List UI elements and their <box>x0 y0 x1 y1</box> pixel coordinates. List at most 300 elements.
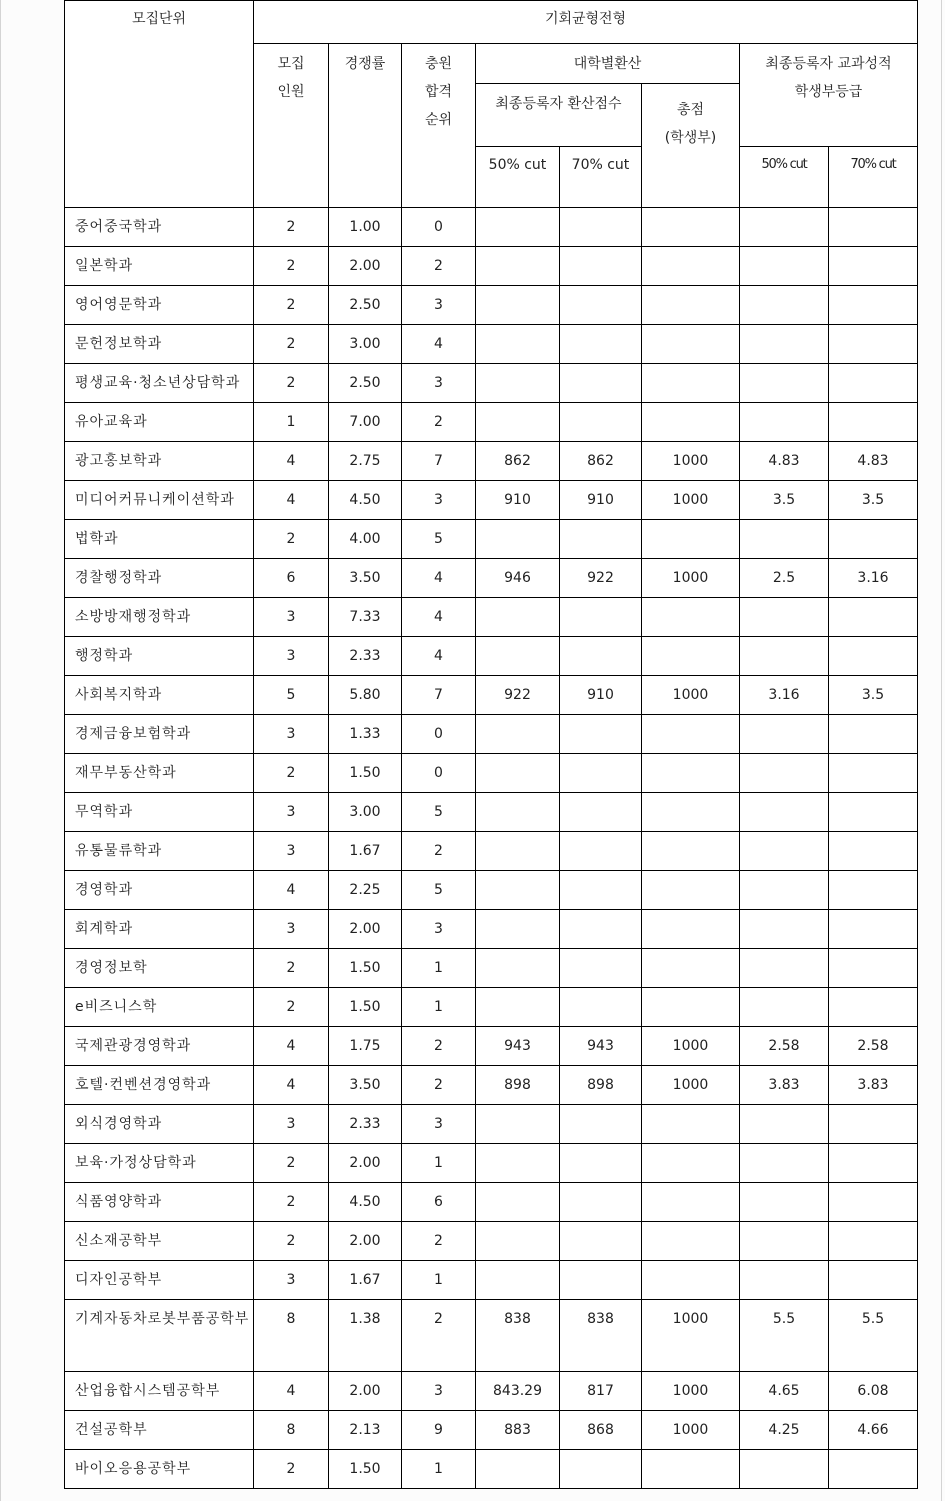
grade-cut50-cell: 3.83 <box>740 1066 829 1105</box>
grade-cut70-cell <box>829 325 918 364</box>
department-name: 재무부동산학과 <box>65 754 254 793</box>
department-name: e비즈니스학 <box>65 988 254 1027</box>
grade-cut70-cell <box>829 637 918 676</box>
grade-cut70-cell: 4.83 <box>829 442 918 481</box>
table-body <box>65 208 918 1489</box>
score-cut50-cell <box>476 1183 560 1222</box>
department-name: 문헌정보학과 <box>65 325 254 364</box>
header-total-line2: (학생부) <box>664 130 717 146</box>
total-score-cell <box>642 247 740 286</box>
waitlist-rank-cell: 1 <box>402 1261 476 1300</box>
competition-rate-cell: 7.00 <box>329 403 402 442</box>
total-score-cell <box>642 793 740 832</box>
score-cut70-cell <box>560 793 642 832</box>
department-name: 외식경영학과 <box>65 1105 254 1144</box>
grade-cut70-cell: 5.5 <box>829 1300 918 1372</box>
quota-cell: 8 <box>254 1411 329 1450</box>
table-row <box>65 286 918 325</box>
competition-rate-cell: 7.33 <box>329 598 402 637</box>
header-grade-cut50 <box>740 147 829 208</box>
quota-cell: 6 <box>254 559 329 598</box>
department-name: 디자인공학부 <box>65 1261 254 1300</box>
grade-cut50-cell: 4.83 <box>740 442 829 481</box>
table-row <box>65 598 918 637</box>
total-score-cell: 1000 <box>642 1372 740 1411</box>
score-cut50-cell: 883 <box>476 1411 560 1450</box>
waitlist-rank-cell: 2 <box>402 1027 476 1066</box>
waitlist-rank-cell: 1 <box>402 1450 476 1489</box>
total-score-cell: 1000 <box>642 676 740 715</box>
table-row <box>65 715 918 754</box>
grade-cut50-cell <box>740 598 829 637</box>
waitlist-rank-cell: 6 <box>402 1183 476 1222</box>
header-track <box>254 1 918 44</box>
total-score-cell <box>642 871 740 910</box>
grade-cut50-cell <box>740 1222 829 1261</box>
grade-cut50-cell <box>740 793 829 832</box>
waitlist-rank-cell: 5 <box>402 871 476 910</box>
total-score-cell: 1000 <box>642 481 740 520</box>
header-grade-cut70-label: 70% cut <box>850 157 896 172</box>
grade-cut70-cell <box>829 364 918 403</box>
quota-cell: 2 <box>254 1450 329 1489</box>
table-row <box>65 637 918 676</box>
score-cut70-cell <box>560 754 642 793</box>
grade-cut50-cell <box>740 1105 829 1144</box>
quota-cell: 2 <box>254 1183 329 1222</box>
score-cut70-cell: 817 <box>560 1372 642 1411</box>
waitlist-rank-cell: 4 <box>402 637 476 676</box>
grade-cut50-cell <box>740 1144 829 1183</box>
score-cut70-cell <box>560 208 642 247</box>
department-name: 식품영양학과 <box>65 1183 254 1222</box>
department-name: 보육·가정상담학과 <box>65 1144 254 1183</box>
score-cut50-cell: 910 <box>476 481 560 520</box>
grade-cut70-cell: 3.83 <box>829 1066 918 1105</box>
table-row <box>65 364 918 403</box>
grade-cut70-cell: 2.58 <box>829 1027 918 1066</box>
competition-rate-cell: 2.00 <box>329 1222 402 1261</box>
department-name: 중어중국학과 <box>65 208 254 247</box>
competition-rate-cell: 2.00 <box>329 247 402 286</box>
score-cut50-cell <box>476 1144 560 1183</box>
grade-cut70-cell <box>829 403 918 442</box>
grade-cut70-cell <box>829 910 918 949</box>
grade-cut50-cell: 3.5 <box>740 481 829 520</box>
total-score-cell <box>642 1144 740 1183</box>
score-cut70-cell: 898 <box>560 1066 642 1105</box>
grade-cut70-cell: 3.5 <box>829 481 918 520</box>
grade-cut50-cell: 4.65 <box>740 1372 829 1411</box>
quota-cell: 2 <box>254 325 329 364</box>
waitlist-rank-cell: 1 <box>402 1144 476 1183</box>
total-score-cell <box>642 325 740 364</box>
header-quota-line2: 인원 <box>277 84 305 100</box>
header-grade-cut50-label: 50% cut <box>761 157 807 172</box>
score-cut50-cell <box>476 520 560 559</box>
grade-cut50-cell <box>740 403 829 442</box>
score-cut50-cell: 922 <box>476 676 560 715</box>
grade-cut50-cell: 4.25 <box>740 1411 829 1450</box>
score-cut50-cell <box>476 247 560 286</box>
competition-rate-cell: 4.00 <box>329 520 402 559</box>
quota-cell: 3 <box>254 910 329 949</box>
score-cut50-cell <box>476 208 560 247</box>
header-grade-line1: 최종등록자 교과성적 <box>765 56 892 72</box>
grade-cut70-cell <box>829 754 918 793</box>
header-track-label: 기회균형전형 <box>544 11 627 27</box>
quota-cell: 2 <box>254 208 329 247</box>
quota-cell: 2 <box>254 247 329 286</box>
department-name: 바이오응용공학부 <box>65 1450 254 1489</box>
department-name: 국제관광경영학과 <box>65 1027 254 1066</box>
grade-cut70-cell <box>829 832 918 871</box>
waitlist-rank-cell: 3 <box>402 286 476 325</box>
competition-rate-cell: 1.67 <box>329 832 402 871</box>
quota-cell: 3 <box>254 715 329 754</box>
total-score-cell: 1000 <box>642 442 740 481</box>
quota-cell: 2 <box>254 286 329 325</box>
total-score-cell <box>642 715 740 754</box>
table-row <box>65 247 918 286</box>
header-univ-conversion-label: 대학별환산 <box>573 56 642 72</box>
header-score-cut50 <box>476 147 560 208</box>
waitlist-rank-cell: 2 <box>402 247 476 286</box>
competition-rate-cell: 3.50 <box>329 559 402 598</box>
quota-cell: 1 <box>254 403 329 442</box>
header-grade-line2: 학생부등급 <box>794 84 863 100</box>
grade-cut50-cell: 5.5 <box>740 1300 829 1372</box>
table-row <box>65 559 918 598</box>
total-score-cell: 1000 <box>642 1411 740 1450</box>
department-name: 광고홍보학과 <box>65 442 254 481</box>
grade-cut70-cell <box>829 247 918 286</box>
quota-cell: 2 <box>254 949 329 988</box>
header-waitlist-line1: 충원 <box>424 56 453 72</box>
score-cut50-cell <box>476 988 560 1027</box>
waitlist-rank-cell: 2 <box>402 1300 476 1372</box>
quota-cell: 4 <box>254 1066 329 1105</box>
score-cut50-cell <box>476 1222 560 1261</box>
score-cut70-cell <box>560 988 642 1027</box>
quota-cell: 3 <box>254 1261 329 1300</box>
competition-rate-cell: 2.50 <box>329 286 402 325</box>
total-score-cell <box>642 910 740 949</box>
total-score-cell <box>642 754 740 793</box>
header-final-score-label: 최종등록자 환산점수 <box>495 96 622 112</box>
score-cut50-cell <box>476 910 560 949</box>
waitlist-rank-cell: 4 <box>402 559 476 598</box>
grade-cut50-cell <box>740 325 829 364</box>
table-row <box>65 442 918 481</box>
quota-cell: 4 <box>254 481 329 520</box>
score-cut70-cell <box>560 715 642 754</box>
header-competition <box>329 44 402 208</box>
competition-rate-cell: 3.50 <box>329 1066 402 1105</box>
table-row <box>65 1183 918 1222</box>
competition-rate-cell: 2.00 <box>329 1372 402 1411</box>
table-row <box>65 1144 918 1183</box>
header-score-cut70-label: 70% cut <box>571 157 630 173</box>
score-cut70-cell <box>560 1105 642 1144</box>
waitlist-rank-cell: 1 <box>402 949 476 988</box>
waitlist-rank-cell: 3 <box>402 481 476 520</box>
score-cut70-cell <box>560 1261 642 1300</box>
waitlist-rank-cell: 3 <box>402 364 476 403</box>
department-name: 신소재공학부 <box>65 1222 254 1261</box>
score-cut70-cell <box>560 1183 642 1222</box>
grade-cut70-cell <box>829 715 918 754</box>
competition-rate-cell: 5.80 <box>329 676 402 715</box>
admission-results-table <box>64 0 918 1489</box>
table-row <box>65 676 918 715</box>
department-name: 무역학과 <box>65 793 254 832</box>
table-row <box>65 1300 918 1372</box>
header-competition-label: 경쟁률 <box>344 56 386 72</box>
score-cut50-cell: 946 <box>476 559 560 598</box>
score-cut70-cell <box>560 247 642 286</box>
competition-rate-cell: 1.33 <box>329 715 402 754</box>
grade-cut70-cell: 6.08 <box>829 1372 918 1411</box>
waitlist-rank-cell: 1 <box>402 988 476 1027</box>
total-score-cell <box>642 403 740 442</box>
grade-cut70-cell <box>829 988 918 1027</box>
total-score-cell <box>642 637 740 676</box>
score-cut50-cell <box>476 286 560 325</box>
quota-cell: 4 <box>254 1372 329 1411</box>
grade-cut70-cell <box>829 520 918 559</box>
header-unit-label: 모집단위 <box>131 11 187 27</box>
grade-cut70-cell: 4.66 <box>829 1411 918 1450</box>
quota-cell: 5 <box>254 676 329 715</box>
total-score-cell <box>642 208 740 247</box>
department-name: 법학과 <box>65 520 254 559</box>
total-score-cell <box>642 1183 740 1222</box>
competition-rate-cell: 1.50 <box>329 754 402 793</box>
score-cut70-cell <box>560 325 642 364</box>
grade-cut50-cell <box>740 637 829 676</box>
table-row <box>65 871 918 910</box>
quota-cell: 2 <box>254 988 329 1027</box>
table-row <box>65 208 918 247</box>
competition-rate-cell: 2.50 <box>329 364 402 403</box>
table-row <box>65 1372 918 1411</box>
table-row <box>65 832 918 871</box>
header-waitlist <box>402 44 476 208</box>
quota-cell: 3 <box>254 637 329 676</box>
score-cut50-cell <box>476 1261 560 1300</box>
waitlist-rank-cell: 9 <box>402 1411 476 1450</box>
score-cut70-cell: 868 <box>560 1411 642 1450</box>
waitlist-rank-cell: 4 <box>402 325 476 364</box>
header-total-line1: 총점 <box>676 102 705 118</box>
total-score-cell <box>642 364 740 403</box>
grade-cut70-cell <box>829 949 918 988</box>
grade-cut70-cell <box>829 793 918 832</box>
table-row <box>65 325 918 364</box>
competition-rate-cell: 2.33 <box>329 637 402 676</box>
competition-rate-cell: 2.25 <box>329 871 402 910</box>
total-score-cell <box>642 988 740 1027</box>
total-score-cell: 1000 <box>642 559 740 598</box>
header-waitlist-line3: 순위 <box>424 112 453 128</box>
total-score-cell <box>642 1261 740 1300</box>
grade-cut70-cell <box>829 1261 918 1300</box>
table-row <box>65 754 918 793</box>
grade-cut70-cell <box>829 1450 918 1489</box>
table-row <box>65 910 918 949</box>
department-name: 사회복지학과 <box>65 676 254 715</box>
grade-cut50-cell <box>740 871 829 910</box>
competition-rate-cell: 1.38 <box>329 1300 402 1372</box>
competition-rate-cell: 2.00 <box>329 910 402 949</box>
score-cut70-cell: 838 <box>560 1300 642 1372</box>
total-score-cell <box>642 598 740 637</box>
quota-cell: 3 <box>254 1105 329 1144</box>
table-row <box>65 949 918 988</box>
grade-cut50-cell <box>740 1261 829 1300</box>
table-row <box>65 1222 918 1261</box>
score-cut50-cell <box>476 1450 560 1489</box>
table-row <box>65 1066 918 1105</box>
grade-cut50-cell <box>740 247 829 286</box>
competition-rate-cell: 2.33 <box>329 1105 402 1144</box>
score-cut70-cell: 910 <box>560 481 642 520</box>
score-cut50-cell <box>476 1105 560 1144</box>
grade-cut50-cell <box>740 988 829 1027</box>
grade-cut50-cell <box>740 520 829 559</box>
score-cut70-cell <box>560 520 642 559</box>
department-name: 경영정보학 <box>65 949 254 988</box>
waitlist-rank-cell: 2 <box>402 832 476 871</box>
score-cut70-cell <box>560 364 642 403</box>
score-cut50-cell <box>476 637 560 676</box>
competition-rate-cell: 2.13 <box>329 1411 402 1450</box>
department-name: 행정학과 <box>65 637 254 676</box>
total-score-cell <box>642 1450 740 1489</box>
score-cut70-cell <box>560 832 642 871</box>
grade-cut50-cell <box>740 715 829 754</box>
waitlist-rank-cell: 0 <box>402 754 476 793</box>
grade-cut70-cell: 3.16 <box>829 559 918 598</box>
competition-rate-cell: 2.00 <box>329 1144 402 1183</box>
grade-cut50-cell: 3.16 <box>740 676 829 715</box>
grade-cut50-cell <box>740 1183 829 1222</box>
grade-cut70-cell <box>829 871 918 910</box>
competition-rate-cell: 3.00 <box>329 793 402 832</box>
grade-cut50-cell <box>740 754 829 793</box>
score-cut70-cell <box>560 871 642 910</box>
waitlist-rank-cell: 2 <box>402 1066 476 1105</box>
score-cut50-cell <box>476 832 560 871</box>
score-cut70-cell <box>560 1222 642 1261</box>
grade-cut50-cell: 2.5 <box>740 559 829 598</box>
total-score-cell: 1000 <box>642 1027 740 1066</box>
department-name: 일본학과 <box>65 247 254 286</box>
grade-cut70-cell <box>829 598 918 637</box>
department-name: 산업융합시스템공학부 <box>65 1372 254 1411</box>
score-cut50-cell <box>476 949 560 988</box>
table-row <box>65 1411 918 1450</box>
total-score-cell: 1000 <box>642 1300 740 1372</box>
score-cut50-cell <box>476 793 560 832</box>
quota-cell: 4 <box>254 1027 329 1066</box>
header-quota-line1: 모집 <box>277 56 305 72</box>
competition-rate-cell: 1.67 <box>329 1261 402 1300</box>
header-univ-conversion <box>476 44 740 84</box>
department-name: 유통물류학과 <box>65 832 254 871</box>
score-cut70-cell <box>560 1450 642 1489</box>
table-row <box>65 1261 918 1300</box>
competition-rate-cell: 2.75 <box>329 442 402 481</box>
grade-cut50-cell <box>740 208 829 247</box>
competition-rate-cell: 1.50 <box>329 949 402 988</box>
score-cut70-cell: 922 <box>560 559 642 598</box>
department-name: 미디어커뮤니케이션학과 <box>65 481 254 520</box>
department-name: 회계학과 <box>65 910 254 949</box>
score-cut70-cell <box>560 286 642 325</box>
total-score-cell <box>642 949 740 988</box>
score-cut70-cell: 910 <box>560 676 642 715</box>
quota-cell: 2 <box>254 1144 329 1183</box>
score-cut70-cell <box>560 1144 642 1183</box>
waitlist-rank-cell: 5 <box>402 793 476 832</box>
department-name: 기계자동차로봇부품공학부 <box>65 1300 254 1372</box>
score-cut70-cell <box>560 949 642 988</box>
score-cut70-cell <box>560 910 642 949</box>
score-cut70-cell <box>560 598 642 637</box>
quota-cell: 4 <box>254 871 329 910</box>
department-name: 경영학과 <box>65 871 254 910</box>
header-unit <box>65 1 254 208</box>
score-cut50-cell <box>476 754 560 793</box>
score-cut50-cell <box>476 325 560 364</box>
score-cut50-cell: 843.29 <box>476 1372 560 1411</box>
waitlist-rank-cell: 3 <box>402 1105 476 1144</box>
score-cut70-cell <box>560 403 642 442</box>
department-name: 소방방재행정학과 <box>65 598 254 637</box>
header-final-score <box>476 84 642 147</box>
grade-cut50-cell: 2.58 <box>740 1027 829 1066</box>
grade-cut50-cell <box>740 286 829 325</box>
waitlist-rank-cell: 5 <box>402 520 476 559</box>
quota-cell: 2 <box>254 1222 329 1261</box>
department-name: 경찰행정학과 <box>65 559 254 598</box>
quota-cell: 2 <box>254 364 329 403</box>
table-row <box>65 481 918 520</box>
grade-cut50-cell <box>740 364 829 403</box>
competition-rate-cell: 1.00 <box>329 208 402 247</box>
score-cut70-cell <box>560 637 642 676</box>
header-grade-cut70 <box>829 147 918 208</box>
competition-rate-cell: 4.50 <box>329 481 402 520</box>
grade-cut50-cell <box>740 910 829 949</box>
quota-cell: 2 <box>254 754 329 793</box>
quota-cell: 3 <box>254 793 329 832</box>
table-row <box>65 1450 918 1489</box>
score-cut50-cell <box>476 598 560 637</box>
grade-cut50-cell <box>740 1450 829 1489</box>
header-score-cut50-label: 50% cut <box>488 157 547 173</box>
grade-cut70-cell <box>829 1105 918 1144</box>
total-score-cell <box>642 1105 740 1144</box>
total-score-cell <box>642 832 740 871</box>
total-score-cell <box>642 520 740 559</box>
department-name: 영어영문학과 <box>65 286 254 325</box>
header-waitlist-line2: 합격 <box>424 84 453 100</box>
table-row <box>65 793 918 832</box>
grade-cut70-cell <box>829 286 918 325</box>
